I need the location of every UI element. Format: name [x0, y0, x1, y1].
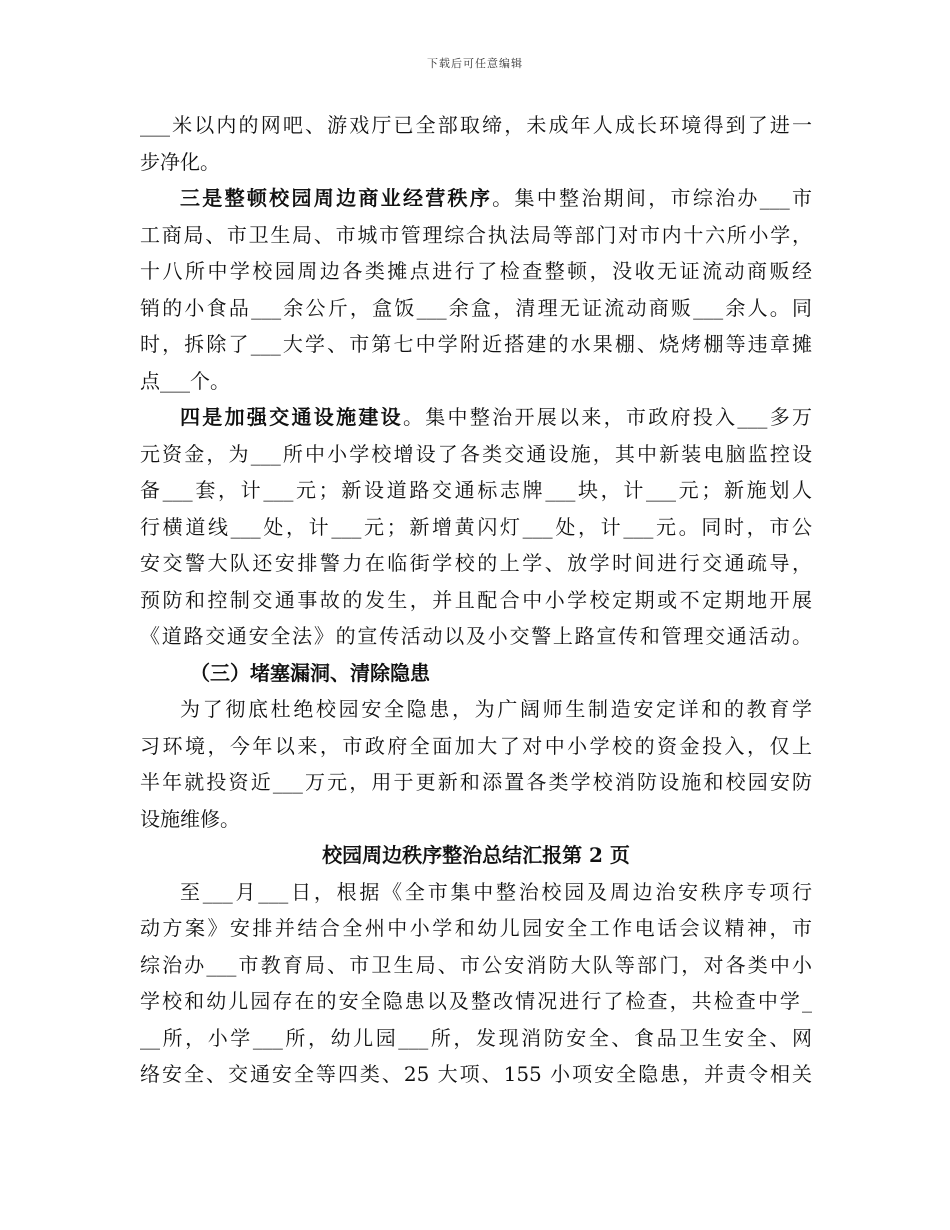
text-line: 十八所中学校园周边各类摊点进行了检查整顿，没收无证流动商贩经 — [140, 259, 812, 283]
text-line: 习环境，今年以来，市政府全面加大了对中小学校的资金投入，仅上 — [140, 733, 812, 758]
text-line: 销的小食品___余公斤，盒饭___余盒，清理无证流动商贩___余人。同 — [140, 295, 812, 320]
page-header-note: 下载后可任意编辑 — [427, 57, 523, 70]
text-span: 。集中整治期间，市综治办___市 — [492, 186, 812, 210]
document-body — [140, 107, 812, 1093]
text-line: 点___个。 — [140, 368, 230, 393]
text-line: 《道路交通安全法》的宣传活动以及小交警上路宣传和管理交通活动。 — [140, 624, 812, 648]
text-line: 预防和控制交通事故的发生，并且配合中小学校定期或不定期地开展 — [140, 587, 812, 612]
text-line: 学校和幼儿园存在的安全隐患以及整改情况进行了检查，共检查中学_ — [140, 989, 812, 1013]
text-line: 元资金，为___所中小学校增设了各类交通设施，其中新装电脑监控设 — [140, 441, 812, 466]
text-line: __所，小学___所，幼儿园___所，发现消防安全、食品卫生安全、网 — [140, 1025, 812, 1050]
text-line: 综治办___市教育局、市卫生局、市公安消防大队等部门，对各类中小 — [140, 952, 812, 977]
paragraph-lead-line — [140, 399, 812, 436]
section-heading: （三）堵塞漏洞、清除隐患 — [190, 660, 430, 685]
text-line: 安交警大队还安排警力在临街学校的上学、放学时间进行交通疏导， — [140, 551, 812, 575]
paragraph-lead-line — [140, 180, 812, 217]
text-line: 为了彻底杜绝校园安全隐患，为广阔师生制造安定详和的教育学 — [180, 697, 812, 721]
text-line: 至___月___日，根据《全市集中整治校园及周边治安秩序专项行 — [180, 879, 812, 904]
paragraph-lead: 三是整顿校园周边商业经营秩序 — [180, 186, 493, 210]
paragraph-lead: 四是加强交通设施建设 — [180, 405, 403, 429]
text-line: 动方案》安排并结合全州中小学和幼儿园安全工作电话会议精神，市 — [140, 916, 812, 940]
text-line: 步净化。 — [140, 149, 220, 174]
text-line: 络安全、交通安全等四类、25 大项、155 小项安全隐患，并责令相关 — [140, 1062, 812, 1086]
text-line: 工商局、市卫生局、市城市管理综合执法局等部门对市内十六所小学， — [140, 222, 812, 247]
text-span: 。集中整治开展以来，市政府投入___多万 — [402, 405, 812, 429]
text-line: 半年就投资近___万元，用于更新和添置各类学校消防设施和校园安防 — [140, 770, 812, 794]
text-line: 备___套，计___元；新设道路交通标志牌___块，计___元；新施划人 — [140, 478, 812, 502]
text-line: 设施维修。 — [140, 806, 240, 831]
page-title: 校园周边秩序整治总结汇报第 2 页 — [322, 843, 630, 867]
text-line: ___米以内的网吧、游戏厅已全部取缔，未成年人成长环境得到了进一 — [140, 113, 812, 137]
text-line: 时，拆除了___大学、市第七中学附近搭建的水果棚、烧烤棚等违章摊 — [140, 332, 812, 356]
text-line: 行横道线___处，计___元；新增黄闪灯___处，计___元。同时，市公 — [140, 514, 812, 539]
